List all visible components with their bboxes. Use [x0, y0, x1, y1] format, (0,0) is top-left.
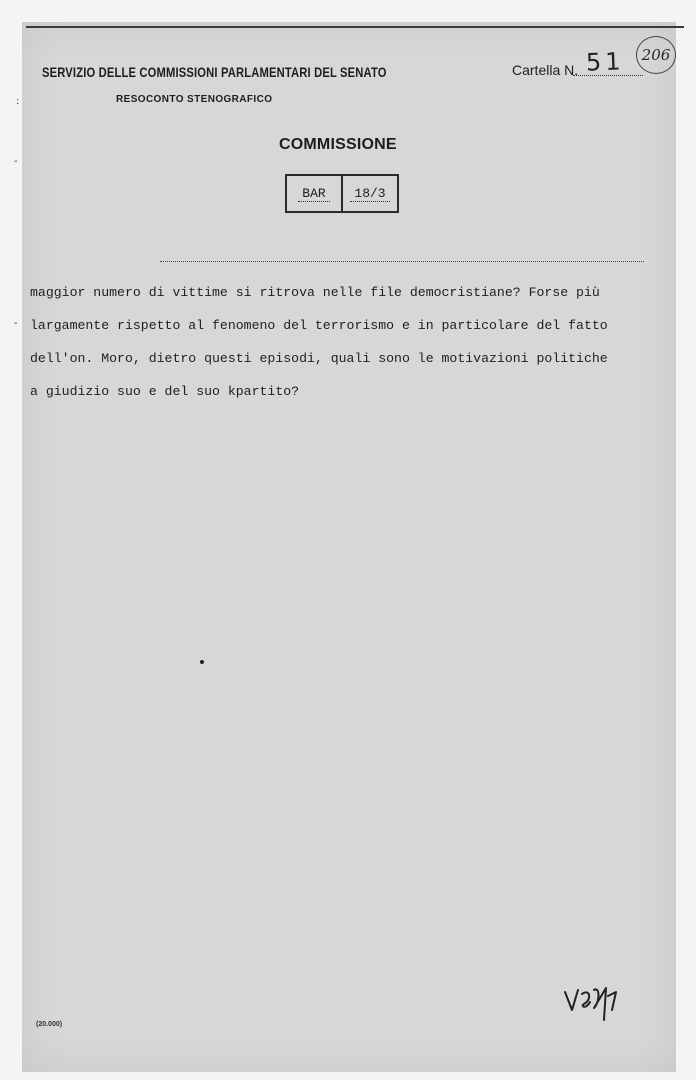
margin-dots: :	[16, 96, 20, 107]
folder-label: Cartella N.	[512, 62, 579, 78]
handwritten-initials	[560, 980, 630, 1030]
top-rule	[26, 26, 684, 28]
margin-tick: -	[14, 318, 18, 329]
folder-number: 51	[585, 47, 626, 77]
commission-title: COMMISSIONE	[279, 136, 397, 153]
transcript-line: dell'on. Moro, dietro questi episodi, quali sono le motivazioni politiche	[30, 351, 608, 366]
code-left: BAR	[298, 186, 329, 202]
code-right: 18/3	[350, 186, 389, 202]
transcript-line: a giudizio suo e del suo kpartito?	[30, 384, 300, 399]
form-code: (20.000)	[36, 1021, 63, 1028]
page-number-stamp: 206	[636, 36, 676, 74]
margin-tick: -	[14, 156, 18, 167]
service-title: SERVIZIO DELLE COMMISSIONI PARLAMENTARI DEL SENATO	[42, 64, 387, 80]
dotted-rule	[160, 260, 644, 262]
transcript-line: largamente rispetto al fenomeno del terrorismo e in particolare del fatto	[30, 318, 608, 333]
ink-speck	[200, 660, 204, 664]
commission-code-box	[285, 174, 399, 213]
transcript-body	[30, 276, 660, 408]
transcript-subtitle: RESOCONTO STENOGRAFICO	[116, 94, 273, 105]
transcript-line: maggior numero di vittime si ritrova nelle file democristiane? Forse più	[30, 285, 600, 300]
code-cell-right	[343, 176, 397, 211]
code-cell-left	[287, 176, 343, 211]
